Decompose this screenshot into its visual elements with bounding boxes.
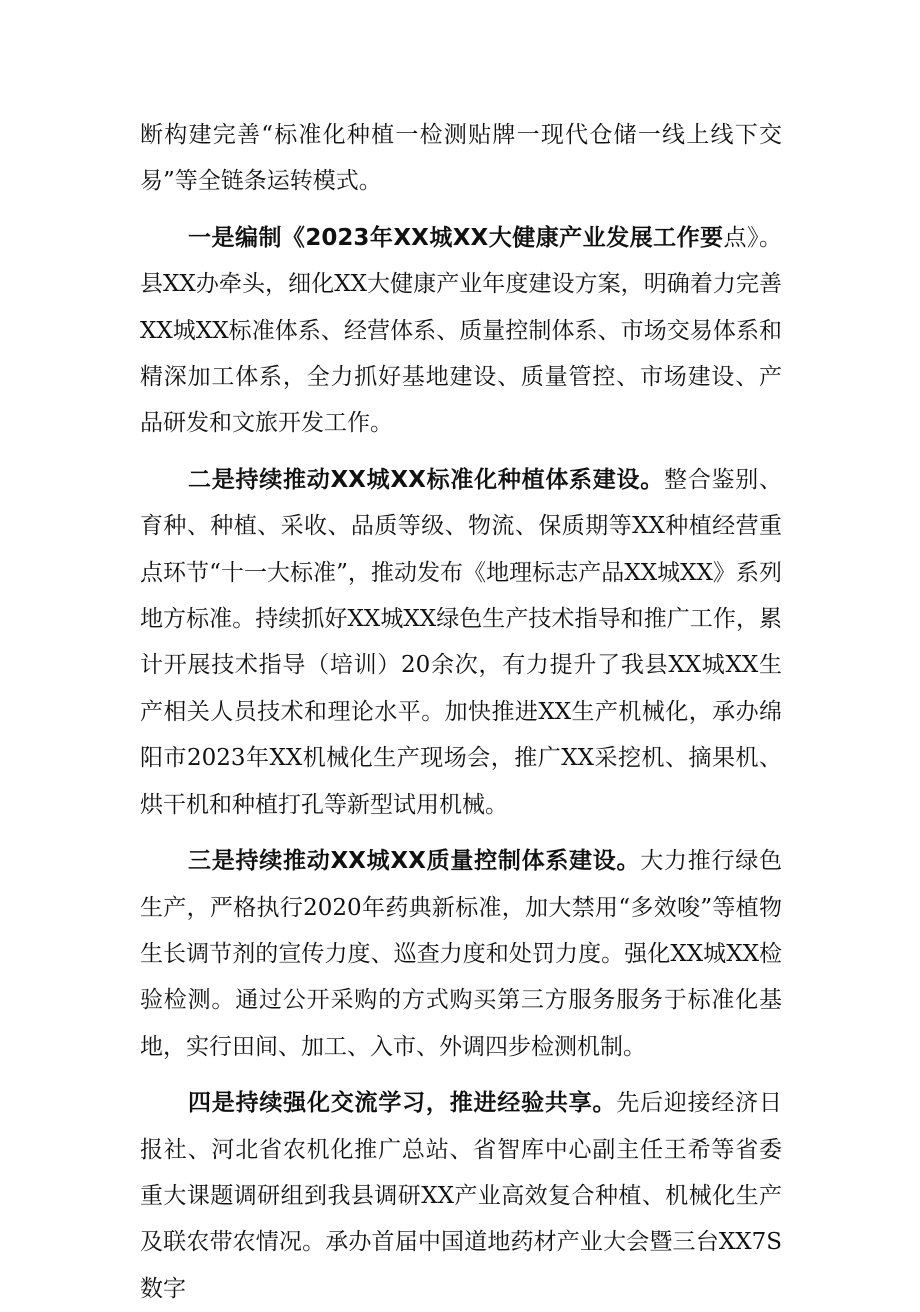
paragraph-2-text: 整合鉴别、育种、种植、采收、品质等级、物流、保质期等XX种植经营重点环节“十一大标准”，推动发布《地理标志产品XX城XX》系列地方标准。持续抓好XX城XX绿色生产技术指导和推广工作，累计开展技术指导（培训）20余次，有力提升了我县XX城XX生产相关人员技术和理论水平。加快推进XX生产机械化，承办绵阳市2023年XX机械化生产现场会，推广XX采挖机、摘果机、烘干机和种植打孔等新型试用机械。 [140,466,782,818]
paragraph-4-lead: 四是持续强化交流学习，推进经验共享。 [188,1090,617,1117]
paragraph-4-text: 先后迎接经济日报社、河北省农机化推广总站、省智库中心副主任王希等省委重大课题调研组到我县调研XX产业高效复合种植、机械化生产及联农带农情况。承办首届中国道地药材产业大会暨三台XX7S数字 [140,1090,783,1302]
paragraph-0 [140,112,782,205]
paragraph-1-lead: 一是编制《2023年XX城XX大健康产业发展工作要 [188,224,724,251]
paragraph-2-lead: 二是持续推动XX城XX标准化种植体系建设。 [188,466,665,493]
paragraph-2 [140,457,782,828]
paragraph-1 [140,215,782,447]
paragraph-3 [140,838,782,1070]
paragraph-1-text: 点》。县XX办牵头，细化XX大健康产业年度建设方案，明确着力完善XX城XX标准体系、经营体系、质量控制体系、市场交易体系和精深加工体系，全力抓好基地建设、质量管控、市场建设、产品研发和文旅开发工作。 [140,224,783,437]
paragraph-3-text: 大力推行绿色生产，严格执行2020年药典新标准，加大禁用“多效唆”等植物生长调节剂的宣传力度、巡查力度和处罚力度。强化XX城XX检验检测。通过公开采购的方式购买第三方服务服务于标准化基地，实行田间、加工、入市、外调四步检测机制。 [140,848,783,1060]
paragraph-3-lead: 三是持续推动XX城XX质量控制体系建设。 [188,848,641,875]
paragraph-4 [140,1080,782,1312]
paragraph-0-text: 断构建完善“标准化种植一检测贴牌一现代仓储一线上线下交易”等全链条运转模式。 [140,122,782,195]
document-page [140,112,782,1312]
